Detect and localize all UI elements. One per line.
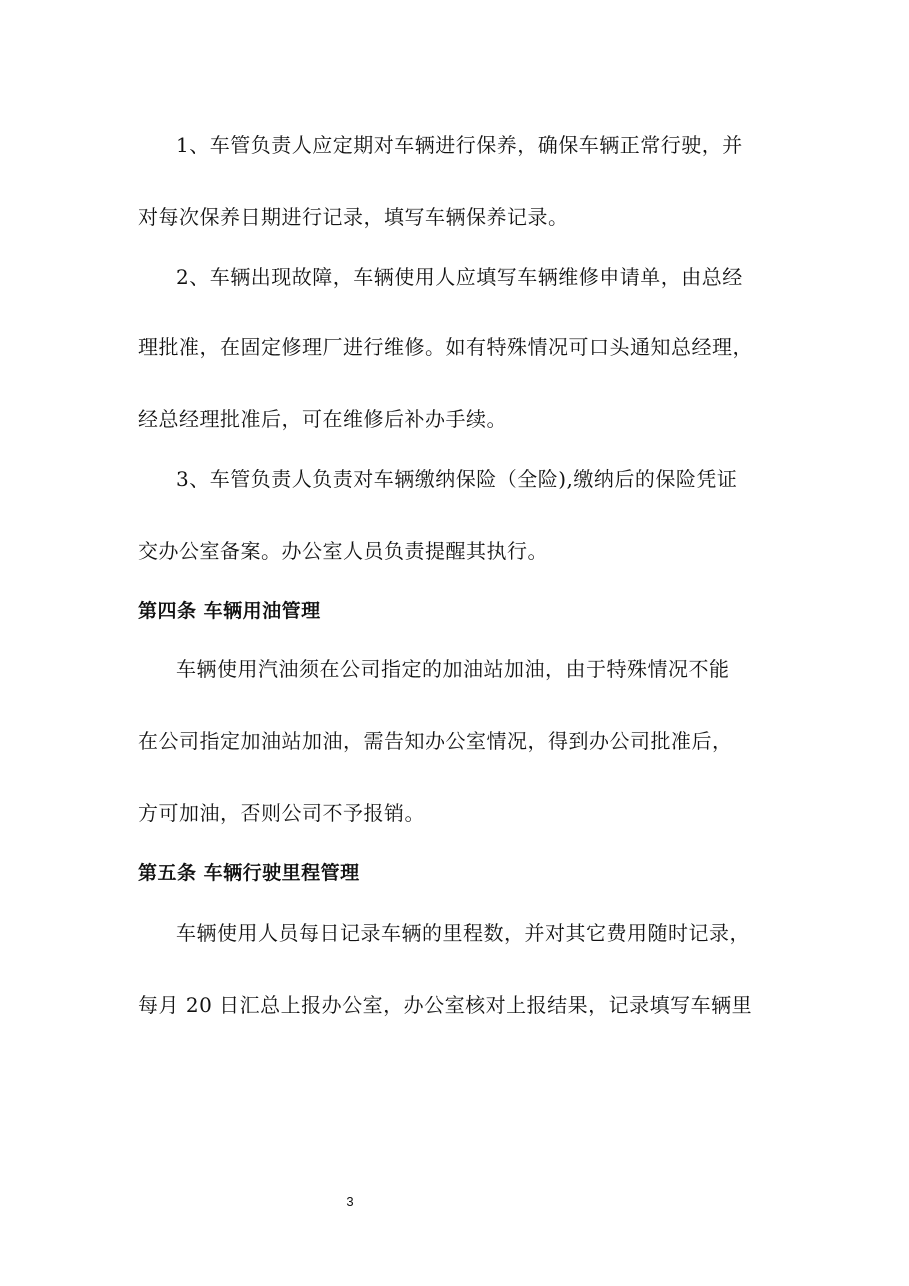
paragraph-line: 对每次保养日期进行记录，填写车辆保养记录。 <box>138 205 569 229</box>
paragraph-line: 3、车管负责人负责对车辆缴纳保险（全险),缴纳后的保险凭证 <box>176 467 738 491</box>
paragraph-line: 理批准，在固定修理厂进行维修。如有特殊情况可口头通知总经理， <box>138 335 753 359</box>
section-heading-4: 第四条 车辆用油管理 <box>138 600 321 622</box>
section-heading-5: 第五条 车辆行驶里程管理 <box>138 862 360 884</box>
page-number: 3 <box>346 1194 354 1209</box>
paragraph-line: 1、车管负责人应定期对车辆进行保养，确保车辆正常行驶，并 <box>176 133 743 157</box>
paragraph-line: 经总经理批准后，可在维修后补办手续。 <box>138 407 507 431</box>
paragraph-line: 2、车辆出现故障，车辆使用人应填写车辆维修申请单，由总经 <box>176 265 743 289</box>
paragraph-line: 在公司指定加油站加油，需告知办公室情况，得到办公司批准后， <box>138 729 733 753</box>
paragraph-line: 车辆使用人员每日记录车辆的里程数，并对其它费用随时记录， <box>176 921 750 945</box>
paragraph-line: 方可加油，否则公司不予报销。 <box>138 801 425 825</box>
paragraph-line: 车辆使用汽油须在公司指定的加油站加油，由于特殊情况不能 <box>176 657 730 681</box>
paragraph-line: 每月 20 日汇总上报办公室，办公室核对上报结果，记录填写车辆里 <box>138 993 753 1017</box>
paragraph-line: 交办公室备案。办公室人员负责提醒其执行。 <box>138 539 548 563</box>
